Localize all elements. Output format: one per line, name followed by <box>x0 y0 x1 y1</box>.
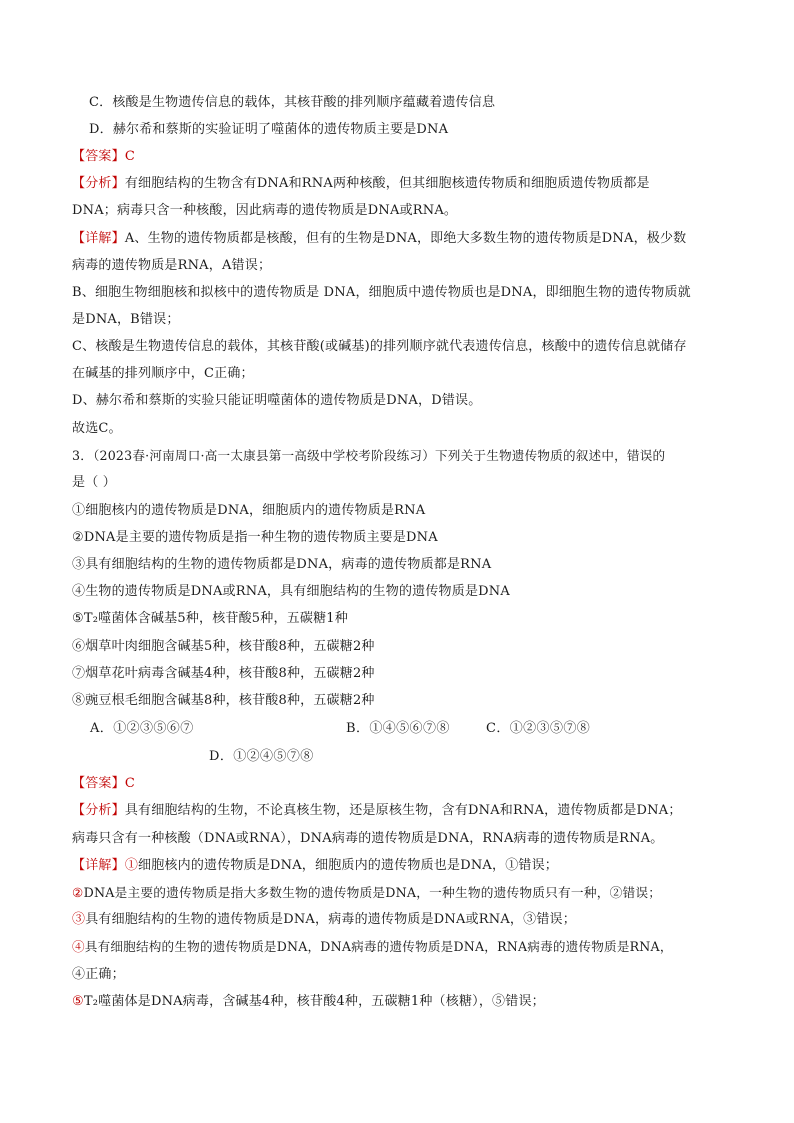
q2-detail-line-3: B、细胞生物细胞核和拟核中的遗传物质是 DNA，细胞质中遗传物质也是DNA，即细胞生物的遗传物质就 <box>72 285 691 300</box>
q3-statement: ⑥烟草叶肉细胞含碱基5种，核苷酸8种，五碳糖2种 <box>72 639 375 654</box>
statement-marker: ② <box>72 885 84 900</box>
q3-detail-line-1 <box>72 857 732 875</box>
q3-statement: ⑦烟草花叶病毒含碱基4种，核苷酸8种，五碳糖2种 <box>72 666 375 681</box>
q2-detail-line-7: D、赫尔希和蔡斯的实验只能证明噬菌体的遗传物质是DNA，D错误。 <box>72 393 482 408</box>
q2-detail-line-4: 是DNA，B错误； <box>72 312 180 327</box>
q3-choice-d: D．①②④⑤⑦⑧ <box>209 749 314 764</box>
detail-text: 具有细胞结构的生物的遗传物质是DNA，病毒的遗传物质是DNA或RNA，③错误； <box>85 912 576 927</box>
q2-analysis-line-1 <box>72 175 732 193</box>
answer-value: C <box>124 149 135 164</box>
statement-marker: ③ <box>72 912 86 927</box>
q2-detail-line-1 <box>72 230 732 248</box>
q3-statement: ③具有细胞结构的生物的遗传物质都是DNA，病毒的遗传物质都是RNA <box>72 557 492 572</box>
q3-detail-line-2 <box>72 884 732 902</box>
detail-text: T₂噬菌体是DNA病毒，含碱基4种，核苷酸4种，五碳糖1种（核糖），⑤错误； <box>83 994 545 1009</box>
q2-conclusion: 故选C。 <box>72 421 122 436</box>
statement-marker: ④ <box>72 939 85 954</box>
q2-option-d: D．赫尔希和蔡斯的实验证明了噬菌体的遗传物质主要是DNA <box>89 122 449 137</box>
analysis-tag: 【分析】 <box>72 176 125 191</box>
q3-detail-line-4b: ④正确； <box>72 967 125 982</box>
q2-detail-line-2: 病毒的遗传物质是RNA，A错误； <box>72 258 272 273</box>
q3-analysis-line-2: 病毒只含有一种核酸（DNA或RNA），DNA病毒的遗传物质是DNA，RNA病毒的遗传物质是RNA。 <box>72 831 664 846</box>
q3-statement: ⑧豌豆根毛细胞含碱基8种，核苷酸8种，五碳糖2种 <box>72 693 375 708</box>
q2-detail-line-5: C、核酸是生物遗传信息的载体，其核苷酸(或碱基)的排列顺序就代表遗传信息，核酸中的遗传信息就储存 <box>72 339 687 354</box>
answer-tag: 【答案】 <box>72 149 125 164</box>
q2-detail-line-6: 在碱基的排列顺序中，C正确； <box>72 366 254 381</box>
analysis-text: 有细胞结构的生物含有DNA和RNA两种核酸，但其细胞核遗传物质和细胞质遗传物质都是 <box>124 176 650 191</box>
q3-choice-c: C．①②③⑤⑦⑧ <box>486 721 591 736</box>
detail-tag: 【详解】 <box>72 858 125 873</box>
q3-statement: ②DNA是主要的遗传物质是指一种生物的遗传物质主要是DNA <box>72 530 438 545</box>
q3-choice-b: B．①④⑤⑥⑦⑧ <box>346 721 450 736</box>
q2-option-c: C．核酸是生物遗传信息的载体，其核苷酸的排列顺序蕴藏着遗传信息 <box>89 95 496 110</box>
q2-answer-line <box>72 148 732 166</box>
q3-analysis-line-1 <box>72 802 732 820</box>
q3-detail-line-4 <box>72 938 732 956</box>
answer-value: C <box>124 776 135 791</box>
analysis-tag: 【分析】 <box>72 803 125 818</box>
detail-tag: 【详解】 <box>72 231 125 246</box>
answer-tag: 【答案】 <box>72 776 125 791</box>
detail-text: A、生物的遗传物质都是核酸，但有的生物是DNA，即绝大多数生物的遗传物质是DNA，极少数 <box>124 231 687 246</box>
q3-stem-line-1: 3．（2023春·河南周口·高一太康县第一高级中学校考阶段练习）下列关于生物遗传物质的叙述中，错误的 <box>72 448 666 463</box>
detail-text: 具有细胞结构的生物的遗传物质是DNA，DNA病毒的遗传物质是DNA，RNA病毒的遗传物质是RNA， <box>84 939 673 954</box>
statement-marker: ⑤ <box>72 994 84 1009</box>
detail-text: 细胞核内的遗传物质是DNA，细胞质内的遗传物质也是DNA，①错误； <box>138 858 558 873</box>
analysis-text: 具有细胞结构的生物，不论真核生物，还是原核生物，含有DNA和RNA，遗传物质都是DNA； <box>124 803 682 818</box>
q2-analysis-line-2: DNA；病毒只含一种核酸，因此病毒的遗传物质是DNA或RNA。 <box>72 203 458 218</box>
q3-detail-line-3 <box>72 911 732 929</box>
q3-choice-a: A．①②③⑤⑥⑦ <box>90 721 194 736</box>
q3-statement: ①细胞核内的遗传物质是DNA，细胞质内的遗传物质是RNA <box>72 503 426 518</box>
q3-statement: ④生物的遗传物质是DNA或RNA，具有细胞结构的生物的遗传物质是DNA <box>72 584 510 599</box>
q3-statement: ⑤T₂噬菌体含碱基5种，核苷酸5种，五碳糖1种 <box>72 611 348 626</box>
statement-marker: ① <box>124 858 139 873</box>
q3-answer-line <box>72 775 732 793</box>
q3-detail-line-5 <box>72 993 732 1011</box>
q3-stem-line-2: 是（ ） <box>72 475 116 490</box>
detail-text: DNA是主要的遗传物质是指大多数生物的遗传物质是DNA，一种生物的遗传物质只有一种，②错误； <box>83 885 662 900</box>
